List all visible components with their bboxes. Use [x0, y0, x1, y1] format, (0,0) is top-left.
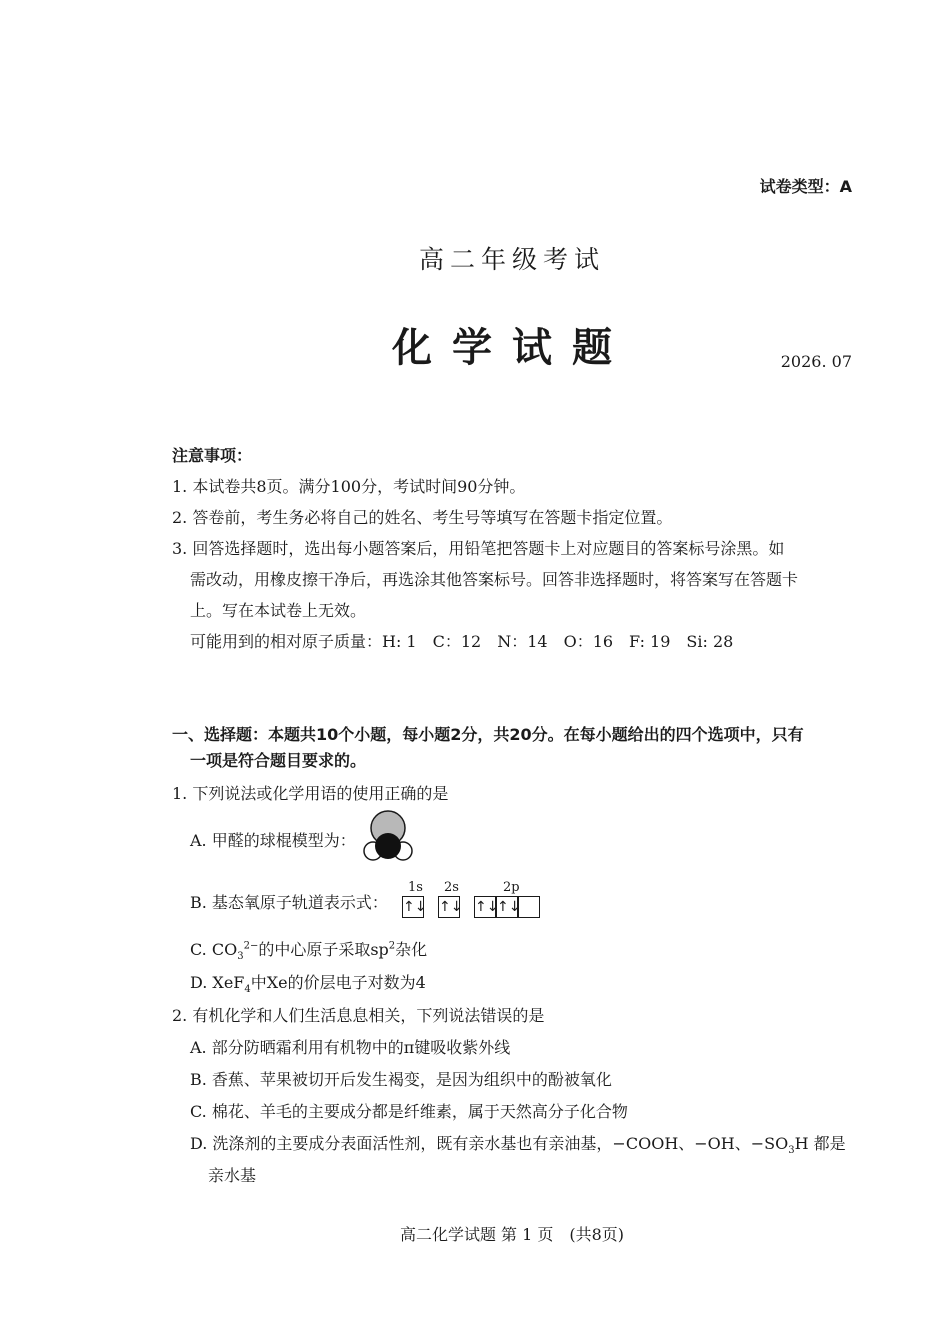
notice-item-3: 3. 回答选择题时，选出每小题答案后，用铅笔把答题卡上对应题目的答案标号涂黑。如: [172, 539, 785, 558]
notice-item-1: 1. 本试卷共8页。满分100分，考试时间90分钟。: [172, 477, 526, 496]
notice-item-3-end: 上。写在本试卷上无效。: [190, 601, 367, 620]
exam-date: 2026. 07: [780, 352, 852, 371]
orbital-label-2p: 2p: [503, 880, 520, 895]
q1-option-d: D. XeF$_4$中Xe的价层电子对数为4: [190, 973, 426, 996]
orbital-label-2s: 2s: [444, 880, 459, 895]
q1-option-a: A. 甲醛的球棍模型为：: [190, 831, 356, 850]
notice-item-3-cont: 需改动，用橡皮擦干净后，再选涂其他答案标号。回答非选择题时，将答案写在答题卡: [190, 570, 799, 589]
section1-heading-cont: 一项是符合题目要求的。: [190, 751, 367, 770]
section1-heading: 一、选择题：本题共10个小题，每小题2分，共20分。在每小题给出的四个选项中，只有: [172, 725, 804, 744]
subject-title: 化学试题: [392, 324, 632, 371]
exam-name: 高二年级考试: [418, 245, 605, 274]
q2-option-d-cont: 亲水基: [208, 1166, 257, 1185]
orbital-box-2s: ↑↓: [438, 896, 460, 918]
q1-stem: 1. 下列说法或化学用语的使用正确的是: [172, 784, 449, 803]
q2-option-a: A. 部分防晒霜利用有机物中的π键吸收紫外线: [190, 1038, 511, 1057]
orbital-label-1s: 1s: [408, 880, 423, 895]
orbital-box-2p-1: ↑↓: [474, 896, 496, 918]
q2-option-b: B. 香蕉、苹果被切开后发生褐变，是因为组织中的酚被氧化: [190, 1070, 612, 1089]
page-footer: 高二化学试题 第 1 页 (共8页): [399, 1225, 625, 1244]
atomic-masses: 可能用到的相对原子质量：H: 1 C：12 N：14 O：16 F: 19 Si: 28: [190, 632, 734, 651]
formaldehyde-ball-stick-model: [362, 808, 414, 862]
q2-option-d: D. 洗涤剂的主要成分表面活性剂，既有亲水基也有亲油基，−COOH、−OH、$-SO_3H$ 都是: [190, 1134, 846, 1157]
notice-title: 注意事项：: [172, 446, 253, 465]
q1-option-b: B. 基态氧原子轨道表示式：: [190, 893, 388, 912]
q2-stem: 2. 有机化学和人们生活息息相关，下列说法错误的是: [172, 1006, 545, 1025]
q2-option-c: C. 棉花、羊毛的主要成分都是纤维素，属于天然高分子化合物: [190, 1102, 628, 1121]
notice-item-2: 2. 答卷前，考生务必将自己的姓名、考生号等填写在答题卡指定位置。: [172, 508, 673, 527]
orbital-box-2p-2: ↑↓: [496, 896, 518, 918]
q1-option-c: C. $CO_3^{2-}$的中心原子采取$sp^2$杂化: [190, 940, 428, 963]
paper-type-label: 试卷类型：A: [759, 177, 852, 196]
orbital-box-2p-3: [518, 896, 540, 918]
orbital-box-1s: ↑↓: [402, 896, 424, 918]
oxygen-orbital-diagram: [400, 880, 550, 920]
